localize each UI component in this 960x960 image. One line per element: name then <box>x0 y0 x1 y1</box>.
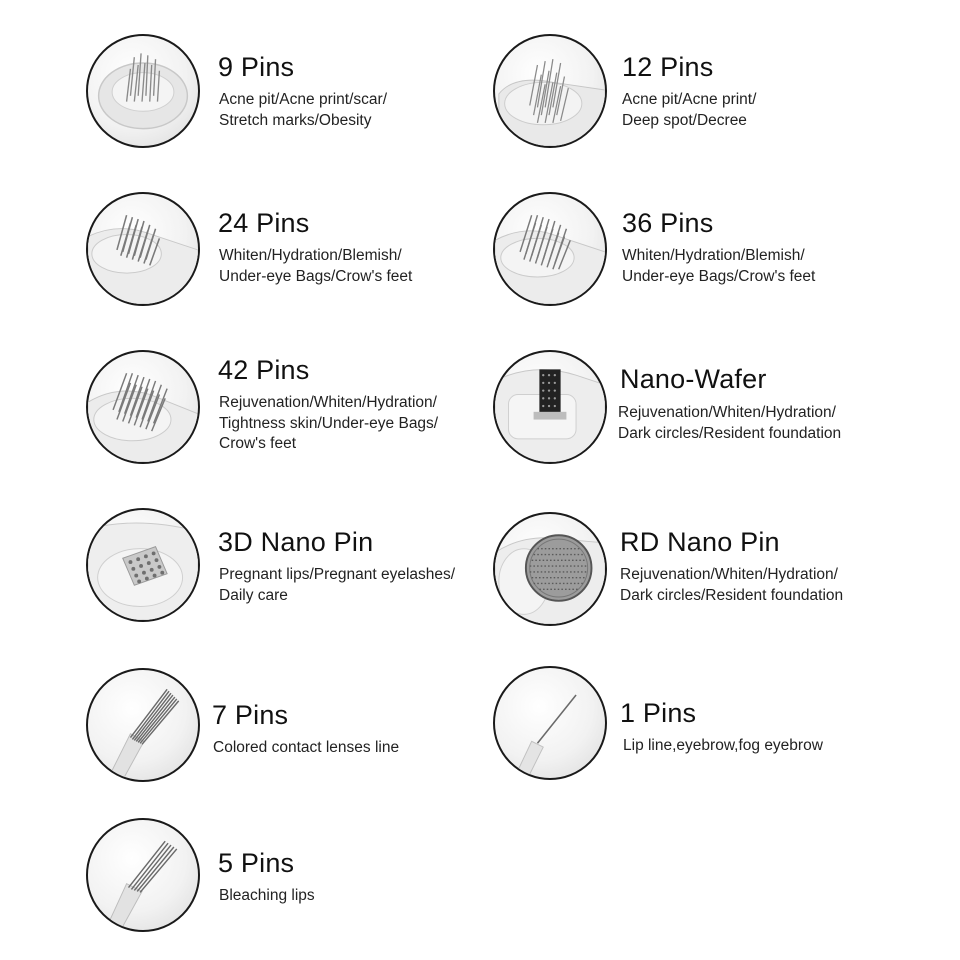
7-pin-needle-icon <box>86 668 200 782</box>
product-title: 5 Pins <box>218 848 295 878</box>
product-title: Nano-Wafer <box>620 364 767 394</box>
1-pin-needle-icon <box>493 666 607 780</box>
product-title: RD Nano Pin <box>620 527 780 557</box>
5-pin-needle-icon <box>86 818 200 932</box>
product-description: Lip line,eyebrow,fog eyebrow <box>623 737 823 754</box>
product-description: Rejuvenation/Whiten/Hydration/ Dark circles/Resident foundation <box>618 404 842 442</box>
product-description: Rejuvenation/Whiten/Hydration/ Dark circles/Resident foundation <box>620 566 844 604</box>
12-pin-cartridge-icon <box>493 34 607 148</box>
36-pin-cartridge-icon <box>493 192 607 306</box>
24-pin-cartridge-icon <box>86 192 200 306</box>
product-title: 3D Nano Pin <box>218 527 374 557</box>
9-pin-cartridge-icon <box>86 34 200 148</box>
3d-nano-pin-cartridge-icon <box>86 508 200 622</box>
product-description: Pregnant lips/Pregnant eyelashes/ Daily care <box>219 566 456 604</box>
product-description: Rejuvenation/Whiten/Hydration/ Tightness skin/Under-eye Bags/ Crow's feet <box>219 394 439 452</box>
product-description: Acne pit/Acne print/ Deep spot/Decree <box>622 91 757 129</box>
product-title: 7 Pins <box>212 700 289 730</box>
product-title: 24 Pins <box>218 208 310 238</box>
product-description: Whiten/Hydration/Blemish/ Under-eye Bags/Crow's feet <box>219 247 413 285</box>
rd-nano-pin-cartridge-icon <box>493 512 607 626</box>
product-title: 12 Pins <box>622 52 714 82</box>
product-title: 9 Pins <box>218 52 295 82</box>
product-description: Acne pit/Acne print/scar/ Stretch marks/Obesity <box>219 91 387 129</box>
nano-wafer-cartridge-icon <box>493 350 607 464</box>
product-description: Colored contact lenses line <box>213 739 400 756</box>
product-description: Whiten/Hydration/Blemish/ Under-eye Bags/Crow's feet <box>622 247 816 285</box>
product-title: 1 Pins <box>620 698 697 728</box>
42-pin-cartridge-icon <box>86 350 200 464</box>
product-description: Bleaching lips <box>219 887 315 904</box>
product-title: 36 Pins <box>622 208 714 238</box>
product-title: 42 Pins <box>218 355 310 385</box>
